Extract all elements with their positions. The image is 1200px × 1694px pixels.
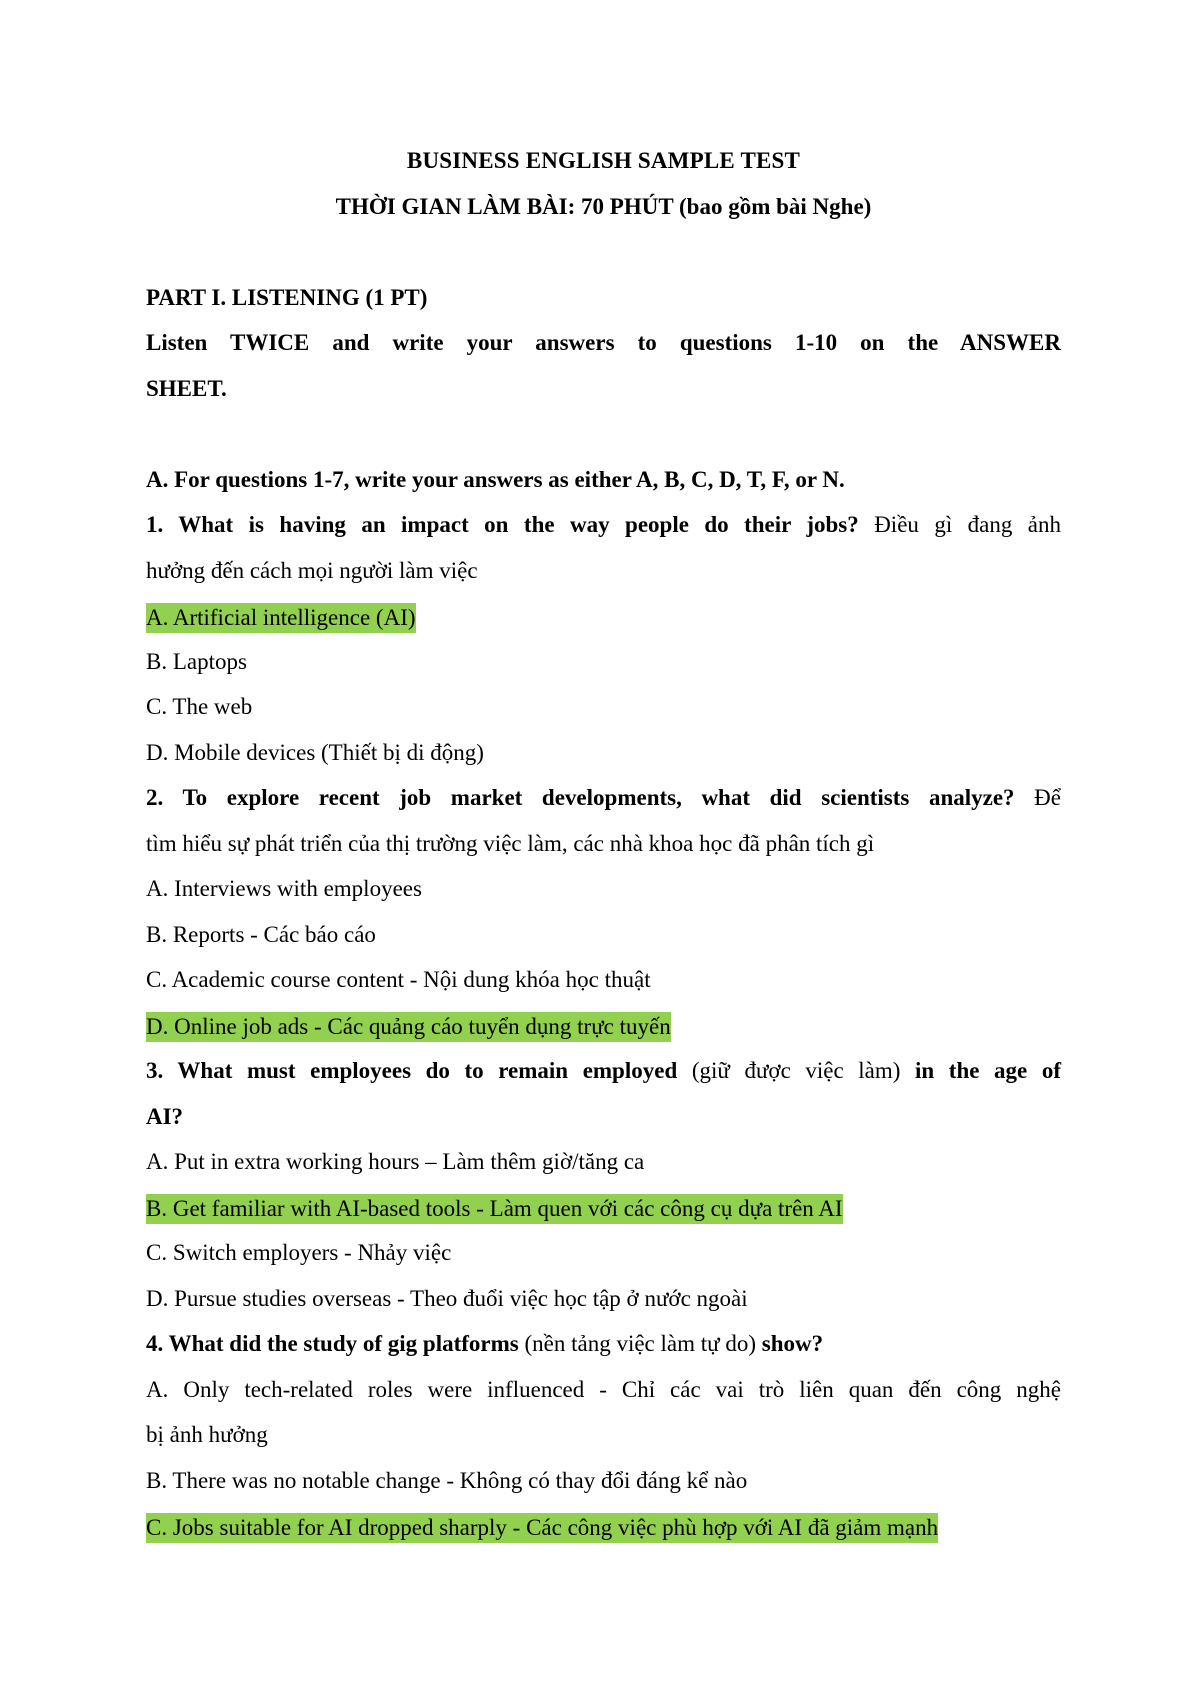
question-text: in the age of: [915, 1058, 1061, 1083]
option-correct: [146, 1503, 1061, 1549]
option: D. Pursue studies overseas - Theo đuổi việc học tập ở nước ngoài: [146, 1285, 748, 1311]
question-text: show?: [761, 1331, 824, 1356]
question-text: 2. To explore recent job market developments, what did scientists analyze?: [146, 785, 1015, 810]
question-text: AI?: [146, 1103, 184, 1129]
question-translation: Để: [1014, 785, 1061, 810]
highlighted-answer: D. Online job ads - Các quảng cáo tuyển dụng trực tuyến: [146, 1012, 671, 1042]
option: C. Academic course content - Nội dung khóa học thuật: [146, 967, 651, 992]
question-translation: (nền tảng việc làm tự do): [518, 1331, 762, 1356]
option: A. Only tech-related roles were influenced - Chỉ các vai trò liên quan đến công nghệ: [146, 1376, 1061, 1402]
option: B. There was no notable change - Không có thay đổi đáng kể nào: [146, 1467, 748, 1493]
option: C. Switch employers - Nhảy việc: [146, 1240, 452, 1265]
option-correct: [146, 593, 1061, 639]
spacer: [146, 411, 1061, 457]
option: bị ảnh hưởng: [146, 1422, 268, 1447]
test-title: BUSINESS ENGLISH SAMPLE TEST: [406, 148, 801, 173]
question-text: 4. What did the study of gig platforms: [146, 1331, 519, 1356]
question-2: [146, 775, 1061, 821]
question-text: 1. What is having an impact on the way people do their jobs?: [146, 512, 859, 537]
question-translation: Điều gì đang ảnh: [858, 512, 1062, 537]
question-translation: hưởng đến cách mọi người làm việc: [146, 557, 478, 583]
option: A. Interviews with employees: [146, 876, 422, 901]
question-3: [146, 1048, 1061, 1094]
instruction-line: Listen TWICE and write your answers to questions 1-10 on the ANSWER: [146, 330, 1061, 355]
highlighted-answer: A. Artificial intelligence (AI): [146, 603, 416, 633]
option: B. Reports - Các báo cáo: [146, 921, 376, 947]
option: C. The web: [146, 694, 253, 719]
test-duration: THỜI GIAN LÀM BÀI: 70 PHÚT (bao gồm bài Nghe): [335, 193, 872, 219]
instruction-line: SHEET.: [146, 375, 227, 401]
option: D. Mobile devices (Thiết bị di động): [146, 739, 484, 765]
option: A. Put in extra working hours – Làm thêm giờ/tăng ca: [146, 1149, 645, 1174]
highlighted-answer: B. Get familiar with AI-based tools - Làm quen với các công cụ dựa trên AI: [146, 1194, 843, 1224]
option-correct: [146, 1185, 1061, 1231]
question-text: 3. What must employees do to remain employed: [146, 1058, 678, 1083]
question-1: [146, 502, 1061, 548]
part-heading: PART I. LISTENING (1 PT): [146, 284, 428, 310]
section-a-instruction: A. For questions 1-7, write your answers as either A, B, C, D, T, F, or N.: [146, 466, 845, 492]
test-page: [146, 138, 1061, 1549]
spacer: [146, 229, 1061, 275]
question-translation: (giữ được việc làm): [677, 1058, 916, 1083]
question-translation: tìm hiểu sự phát triển của thị trường việc làm, các nhà khoa học đã phân tích gì: [146, 830, 875, 856]
option-correct: [146, 1003, 1061, 1049]
highlighted-answer: C. Jobs suitable for AI dropped sharply - Các công việc phù hợp với AI đã giảm mạnh: [146, 1513, 938, 1543]
option: B. Laptops: [146, 648, 247, 674]
question-4: [146, 1321, 1061, 1367]
